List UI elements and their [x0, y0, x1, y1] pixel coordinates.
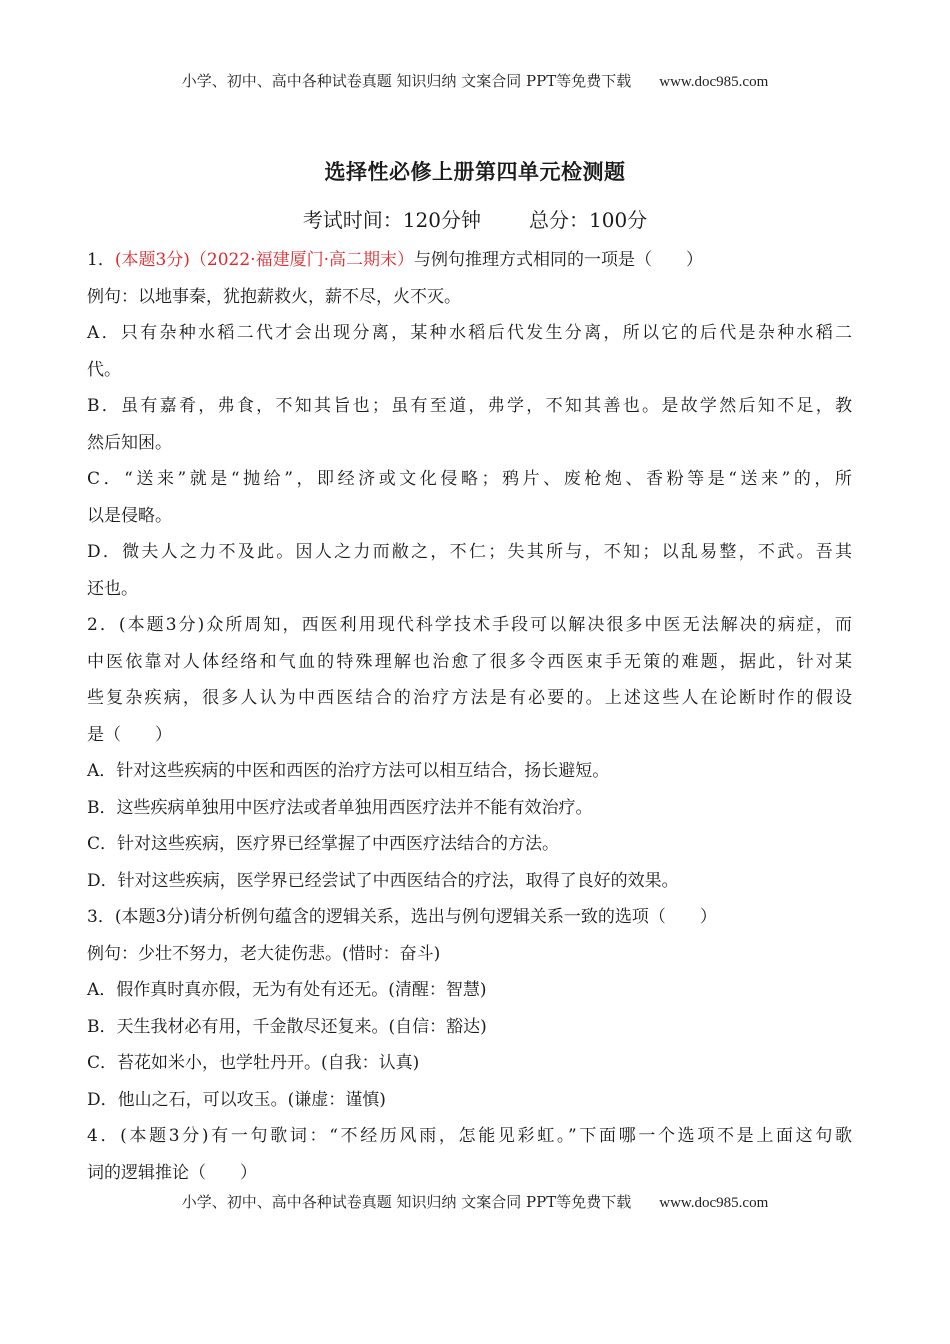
option-d: D．微夫人之力不及此。因人之力而敝之，不仁；失其所与，不知；以乱易整，不武。吾其 — [87, 542, 852, 562]
option-d: D．他山之石，可以攻玉。(谦虚：谨慎) — [87, 1089, 386, 1110]
footer-url[interactable]: www.doc985.com — [659, 1195, 769, 1211]
question-3 — [87, 899, 852, 1118]
header-text: 小学、初中、高中各种试卷真题 知识归纳 文案合同 PPT等免费下载 — [181, 72, 632, 90]
question-2 — [87, 607, 852, 899]
page-header — [0, 70, 950, 91]
question-2-stem-cont: 是（ ） — [87, 724, 172, 745]
question-stem-text: 请分析例句蕴含的逻辑关系，选出与例句逻辑关系一致的选项（ ） — [189, 907, 717, 927]
option-c: C．苔花如米小，也学牡丹开。(自我：认真) — [87, 1053, 420, 1073]
option-c: C．针对这些疾病，医疗界已经掌握了中西医疗法结合的方法。 — [87, 834, 560, 854]
question-3-example: 例句：少壮不努力，老大徒伤悲。(惜时：奋斗) — [87, 943, 441, 964]
option-b: B．天生我材必有用，千金散尽还复来。(自信：豁达) — [87, 1016, 487, 1037]
source-tag: （2022·福建厦门·高二期末） — [189, 250, 414, 270]
question-number: 3． — [87, 907, 115, 927]
option-b-cont: 然后知困。 — [87, 432, 172, 453]
question-stem-text: 有一句歌词：“不经历风雨，怎能见彩虹。”下面哪一个选项不是上面这句歌 — [208, 1126, 852, 1146]
question-stem-text: 与例句推理方式相同的一项是（ ） — [414, 250, 703, 270]
option-a: A．只有杂种水稻二代才会出现分离，某种水稻后代发生分离，所以它的后代是杂种水稻二 — [87, 323, 852, 343]
option-b: B．这些疾病单独用中医疗法或者单独用西医疗法并不能有效治疗。 — [87, 797, 593, 818]
score-tag: (本题3分) — [114, 250, 190, 270]
option-c-cont: 以是侵略。 — [87, 505, 172, 526]
score-tag: (本题3分) — [114, 907, 190, 927]
question-4 — [87, 1118, 852, 1191]
question-number: 4． — [87, 1126, 121, 1146]
header-url[interactable]: www.doc985.com — [659, 74, 769, 90]
score-tag: (本题3分) — [120, 1126, 209, 1146]
footer-text: 小学、初中、高中各种试卷真题 知识归纳 文案合同 PPT等免费下载 — [181, 1193, 632, 1211]
exam-info — [0, 204, 950, 233]
exam-total-score: 总分：100分 — [529, 208, 648, 232]
option-a: A．假作真时真亦假，无为有处有还无。(清醒：智慧) — [87, 980, 487, 1000]
question-2-stem-cont: 些复杂疾病，很多人认为中西医结合的治疗方法是有必要的。上述这些人在论断时作的假设 — [87, 688, 852, 708]
question-1-stem — [87, 242, 852, 279]
option-c: C．“送来”就是“抛给”，即经济或文化侵略；鸦片、废枪炮、香粉等是“送来”的，所 — [87, 469, 852, 489]
option-d-cont: 还也。 — [87, 578, 138, 599]
score-tag: (本题3分) — [118, 615, 205, 635]
question-1-example: 例句：以地事秦，犹抱薪救火，薪不尽，火不灭。 — [87, 286, 461, 307]
question-4-stem-cont: 词的逻辑推论（ ） — [87, 1162, 257, 1183]
question-1 — [87, 242, 852, 607]
document-title: 选择性必修上册第四单元检测题 — [324, 160, 626, 184]
option-b: B．虽有嘉肴，弗食，不知其旨也；虽有至道，弗学，不知其善也。是故学然后知不足，教 — [87, 396, 852, 416]
question-2-stem-cont: 中医依靠对人体经络和气血的特殊理解也治愈了很多令西医束手无策的难题，据此，针对某 — [87, 651, 852, 672]
question-3-stem — [87, 899, 852, 936]
exam-time: 考试时间：120分钟 — [302, 208, 481, 232]
question-list — [87, 242, 852, 1191]
question-stem-text: 众所周知，西医利用现代科学技术手段可以解决很多中医无法解决的病症，而 — [204, 615, 852, 635]
question-2-stem — [87, 607, 852, 644]
page-footer — [0, 1191, 950, 1212]
option-a: A．针对这些疾病的中医和西医的治疗方法可以相互结合，扬长避短。 — [87, 761, 610, 781]
option-d: D．针对这些疾病，医学界已经尝试了中西医结合的疗法，取得了良好的效果。 — [87, 870, 679, 891]
question-4-stem — [87, 1118, 852, 1155]
question-number: 1． — [87, 250, 115, 270]
question-number: 2． — [87, 615, 119, 635]
option-a-cont: 代。 — [87, 359, 121, 380]
